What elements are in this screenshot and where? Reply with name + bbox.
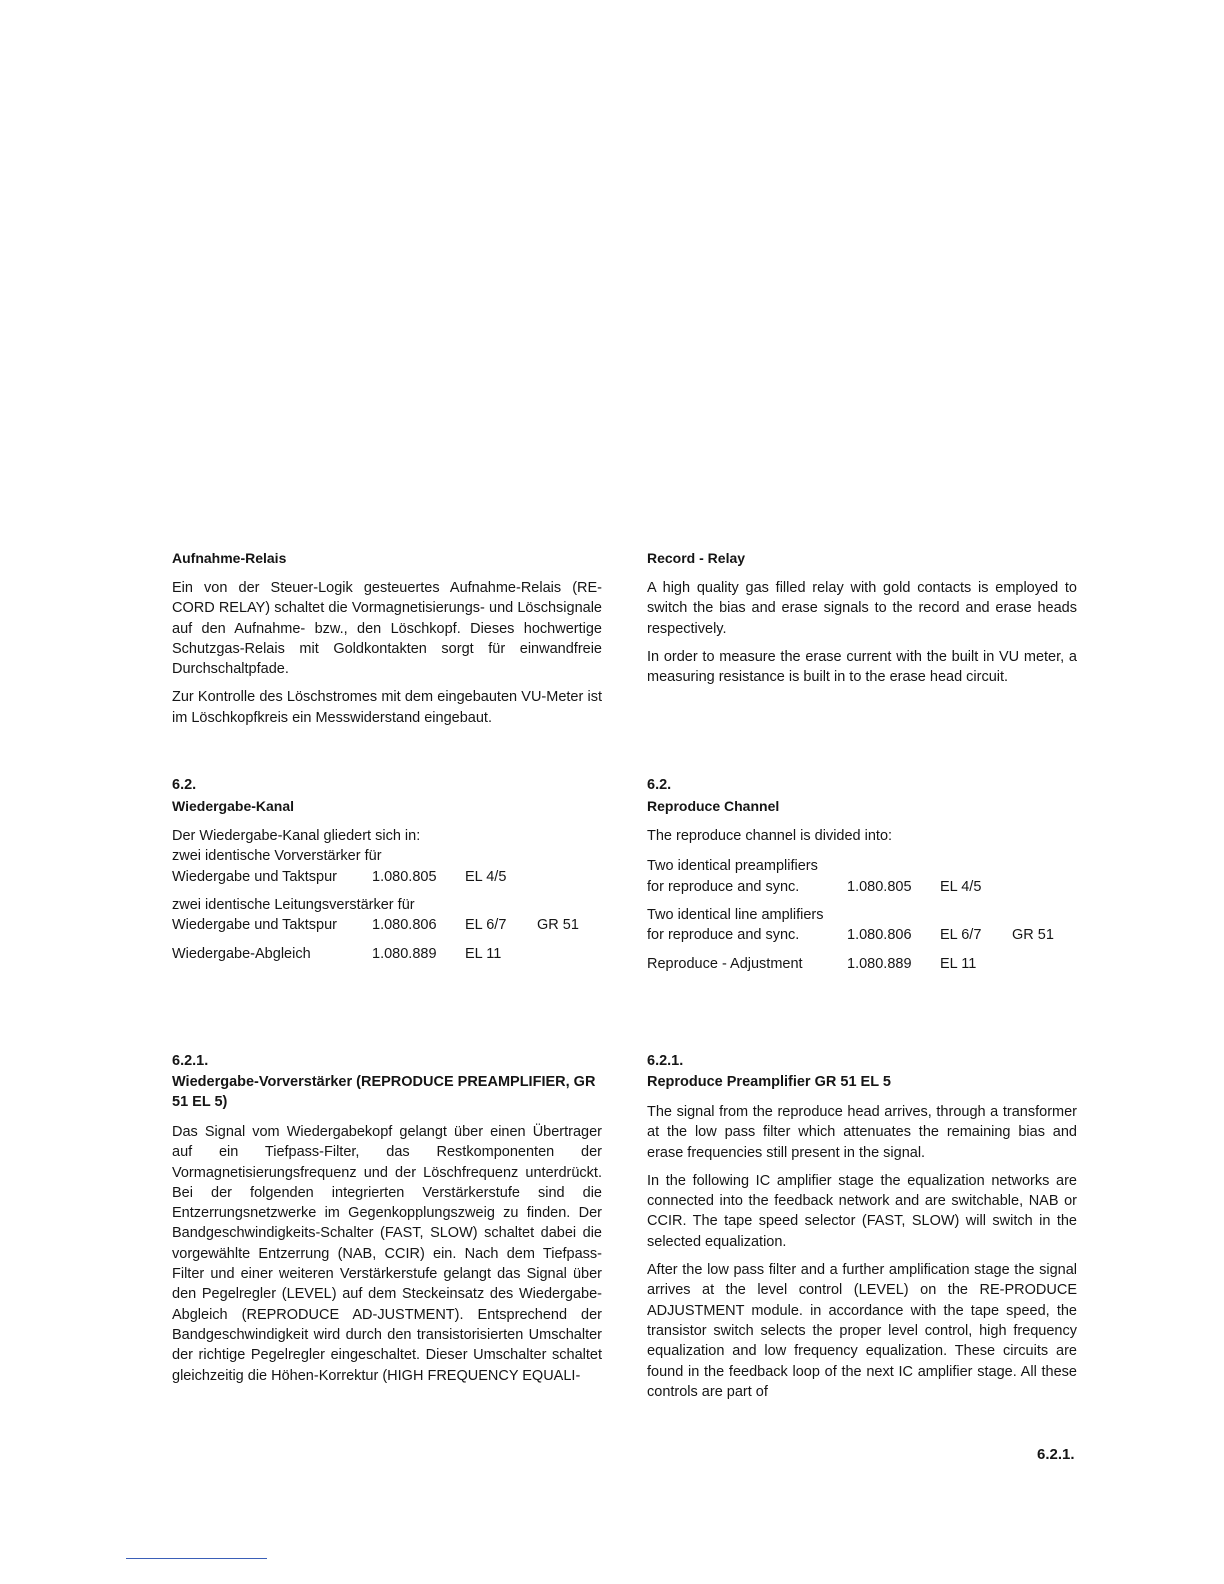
- section-heading: Wiedergabe-Kanal: [172, 798, 295, 814]
- paragraph: A high quality gas filled relay with gold contacts is employed to switch the bias and erase signals to the record and erase heads respectively.: [647, 580, 1077, 637]
- section-number: 6.2.1.: [172, 1053, 209, 1069]
- part-el: EL 6/7: [465, 917, 507, 934]
- paragraph: The reproduce channel is divided into:: [647, 828, 893, 844]
- parts-row: [647, 856, 1077, 897]
- paragraph: Das Signal vom Wiedergabekopf gelangt über einen Übertrager auf ein Tiefpass-Filter, das Restkomponenten der Vormagnetisierungsfrequenz und der Löschfrequenz unterdrückt. Bei der folgenden integrierten Verstärkerstufe sind die Entzerrungsnetzwerke im Gegenkopplungszweig zu finden. Der Bandgeschwindigkeits-Schalter (FAST, SLOW) schaltet dabei die vorgewählte Entzerrung (NAB, CCIR) ein. Nach dem Tiefpass-Filter und einer weiteren Verstärkerstufe gelangt das Signal über den Pegelregler (LEVEL) auf dem Steckeinsatz des Wiedergabe-Abgleich (REPRODUCE AD-JUSTMENT). Entsprechend der Bandgeschwindigkeit wird durch den transistorisierten Umschalter der richtige Pegelregler eingeschaltet. Dieser Umschalter schaltet gleichzeitig die Höhen-Korrektur (HIGH FREQUENCY EQUALI-: [172, 1124, 602, 1384]
- paragraph: Ein von der Steuer-Logik gesteuertes Aufnahme-Relais (RE-CORD RELAY) schaltet die Vormagnetisierungs- und Löschsignale auf den Aufnahme- bzw., den Löschkopf. Dieses hochwertige Schutzgas-Relais mit Goldkontakten sorgt für einwandfreie Durchschaltpfade.: [172, 580, 602, 678]
- list-item-text: zwei identische Vorverstärker für: [172, 848, 382, 865]
- part-number: 1.080.805: [847, 878, 912, 895]
- parts-row: [172, 915, 602, 935]
- right-section-reproduce-channel: [647, 775, 1077, 975]
- part-gr: GR 51: [537, 917, 579, 934]
- paragraph: In the following IC amplifier stage the equalization networks are connected into the feedback network and are switchable, NAB or CCIR. The tape speed selector (FAST, SLOW) will switch in the selected equalization.: [647, 1172, 1077, 1250]
- part-number: 1.080.806: [372, 917, 437, 934]
- part-label: Wiedergabe und Taktspur: [172, 917, 337, 934]
- part-label: Wiedergabe und Taktspur: [172, 868, 337, 885]
- section-number: 6.2.: [647, 777, 672, 793]
- paragraph: After the low pass filter and a further amplification stage the signal arrives at the level control (LEVEL) on the RE-PRODUCE ADJUSTMENT module. in accordance with the tape speed, the transistor switch selects the proper level control, high frequency equalization and low frequency equalization. These circuits are found in the feedback loop of the next IC amplifier stage. All these controls are part of: [647, 1262, 1077, 1400]
- section-heading: Aufnahme-Relais: [172, 550, 287, 566]
- parts-row: [172, 867, 602, 887]
- page-number: 6.2.1.: [1037, 1446, 1075, 1463]
- left-section-preamplifier: [172, 1051, 602, 1386]
- section-heading: Record - Relay: [647, 550, 746, 566]
- part-label: Two identical line amplifiers for reproduce and sync.: [647, 906, 824, 944]
- part-label: Reproduce - Adjustment: [647, 956, 803, 973]
- part-number: 1.080.889: [372, 946, 437, 963]
- section-number: 6.2.1.: [647, 1053, 684, 1069]
- part-label: Two identical preamplifiers for reproduce and sync.: [647, 858, 818, 895]
- footer-rule: [126, 1558, 267, 1559]
- parts-row: [647, 954, 1077, 974]
- paragraph: The signal from the reproduce head arrives, through a transformer at the low pass filter which attenuates the remaining bias and erase frequencies still present in the signal.: [647, 1104, 1077, 1161]
- paragraph: Der Wiedergabe-Kanal gliedert sich in:: [172, 828, 421, 844]
- part-label: Wiedergabe-Abgleich: [172, 946, 311, 963]
- paragraph: Zur Kontrolle des Löschstromes mit dem eingebauten VU-Meter ist im Löschkopfkreis ein Messwiderstand eingebaut.: [172, 689, 602, 726]
- part-el: EL 6/7: [940, 927, 982, 944]
- part-el: EL 4/5: [465, 868, 507, 885]
- right-section-preamplifier: [647, 1051, 1077, 1402]
- left-section-reproduce-channel: [172, 775, 602, 965]
- part-el: EL 11: [940, 956, 977, 973]
- section-heading: Wiedergabe-Vorverstärker (REPRODUCE PREAMPLIFIER, GR 51 EL 5): [172, 1074, 596, 1110]
- part-gr: GR 51: [1012, 927, 1054, 944]
- parts-row: [647, 905, 1077, 946]
- paragraph: In order to measure the erase current with the built in VU meter, a measuring resistance is built in to the erase head circuit.: [647, 648, 1077, 686]
- parts-row: [172, 944, 602, 964]
- part-number: 1.080.889: [847, 956, 912, 973]
- section-heading: Reproduce Channel: [647, 798, 780, 814]
- part-el: EL 11: [465, 946, 502, 963]
- part-el: EL 4/5: [940, 878, 982, 895]
- list-item-text: zwei identische Leitungsverstärker für: [172, 896, 415, 913]
- part-number: 1.080.805: [372, 868, 437, 885]
- part-number: 1.080.806: [847, 927, 912, 944]
- section-number: 6.2.: [172, 777, 197, 793]
- left-section-record-relay: [172, 548, 602, 728]
- section-heading: Reproduce Preamplifier GR 51 EL 5: [647, 1074, 891, 1090]
- right-section-record-relay: [647, 548, 1077, 687]
